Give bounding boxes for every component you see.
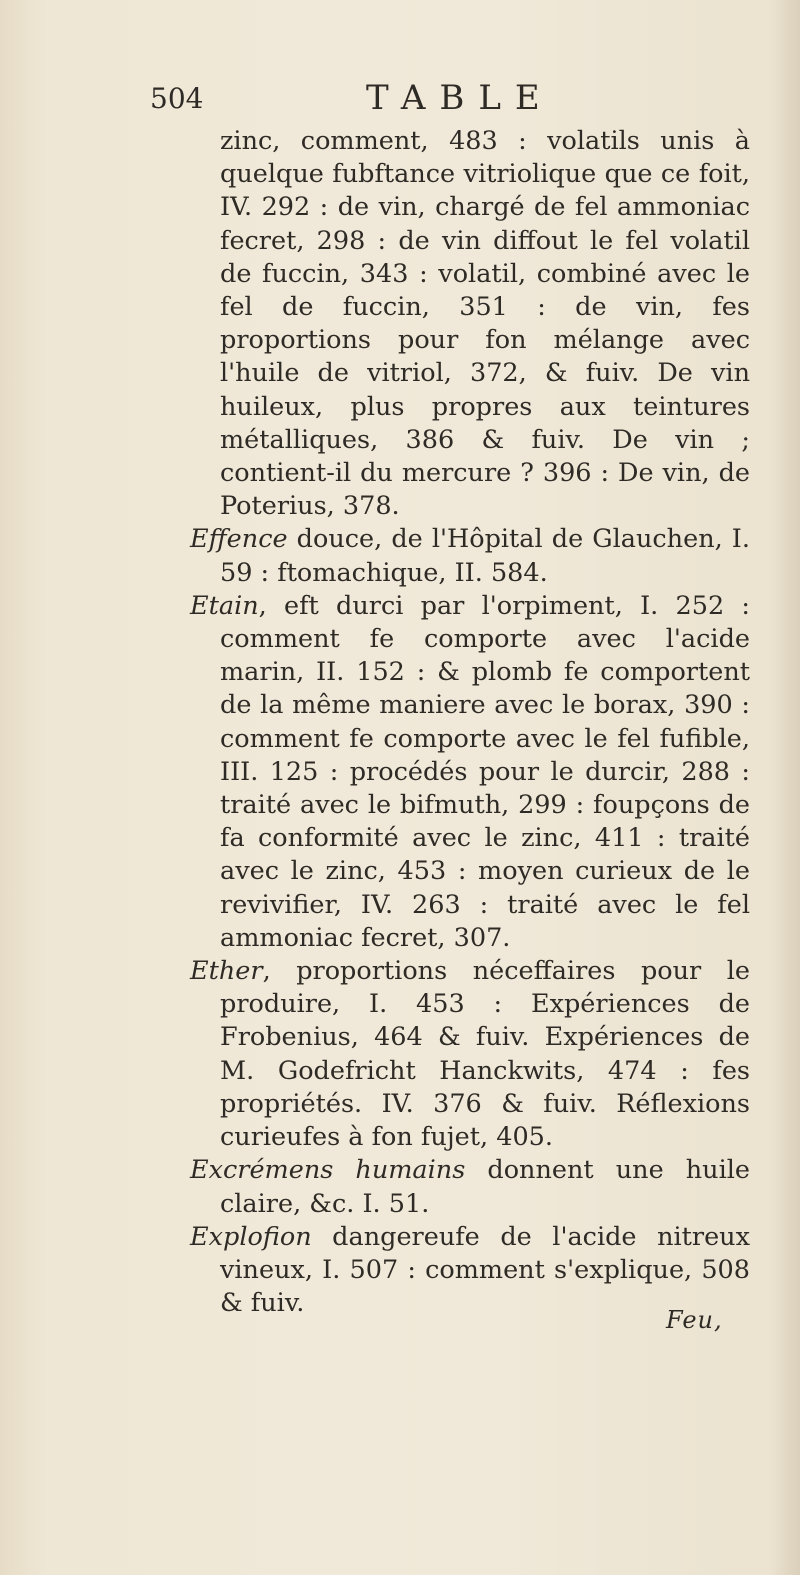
page-edge-shadow [770,0,800,1575]
index-entry-effence [190,523,750,589]
entry-text: zinc, comment, 483 : volatils unis à quelque fubftance vitriolique que ce foit, IV. 292 : de vin, chargé de fel ammoniac fecret, 298 : de vin diffout le fel volatil de fuccin, 343 : volatil, combiné avec le fel de fuccin, 351 : de vin, fes proportions pour fon mélange avec l'huile de vitriol, 372, & fuiv. De vin huileux, plus propres aux teintures métalliques, 386 & fuiv. De vin ; contient-il du mercure ? 396 : De vin, de Poterius, 378. [220,126,750,522]
running-title: TABLE [366,78,554,118]
entry-text: , proportions néceffaires pour le produire, I. 453 : Expériences de Frobenius, 464 & fuiv. Expériences de M. Godefricht Hanckwits, 474 : fes propriétés. IV. 376 & fuiv. Réflexions curieufes à fon fujet, 405. [220,956,750,1153]
index-entry-excremens [190,1154,750,1220]
entry-text: , eft durci par l'orpiment, I. 252 : comment fe comporte avec l'acide marin, II. 152 : & plomb fe comportent de la même maniere avec le borax, 390 : comment fe comporte avec le fel fufible, III. 125 : procédés pour le durcir, 288 : traité avec le bifmuth, 299 : foupçons de fa conformité avec le zinc, 411 : traité avec le zinc, 453 : moyen curieux de le revivifier, IV. 263 : traité avec le fel ammoniac fecret, 307. [220,590,750,953]
entry-head: Ether [190,956,263,987]
entry-head: Explofion [190,1221,312,1252]
index-entry-continued [190,125,750,523]
entry-text: dangereufe de l'acide nitreux vineux, I. 507 : comment s'explique, 508 & fuiv. [220,1221,750,1319]
entry-head: Excrémens humains [190,1155,466,1186]
index-entry-etain [190,590,750,955]
entry-head: Effence [190,524,288,555]
index-entry-ether [190,955,750,1154]
entry-text: douce, de l'Hôpital de Glauchen, I. 59 : ftomachique, II. 584. [220,524,750,588]
index-entries [190,125,750,1320]
catchword: Feu, [666,1306,723,1334]
entry-head: Etain [190,590,259,621]
page-number: 504 [150,82,204,115]
entry-text: donnent une huile claire, &c. I. 51. [220,1155,750,1219]
page-header [150,78,710,122]
